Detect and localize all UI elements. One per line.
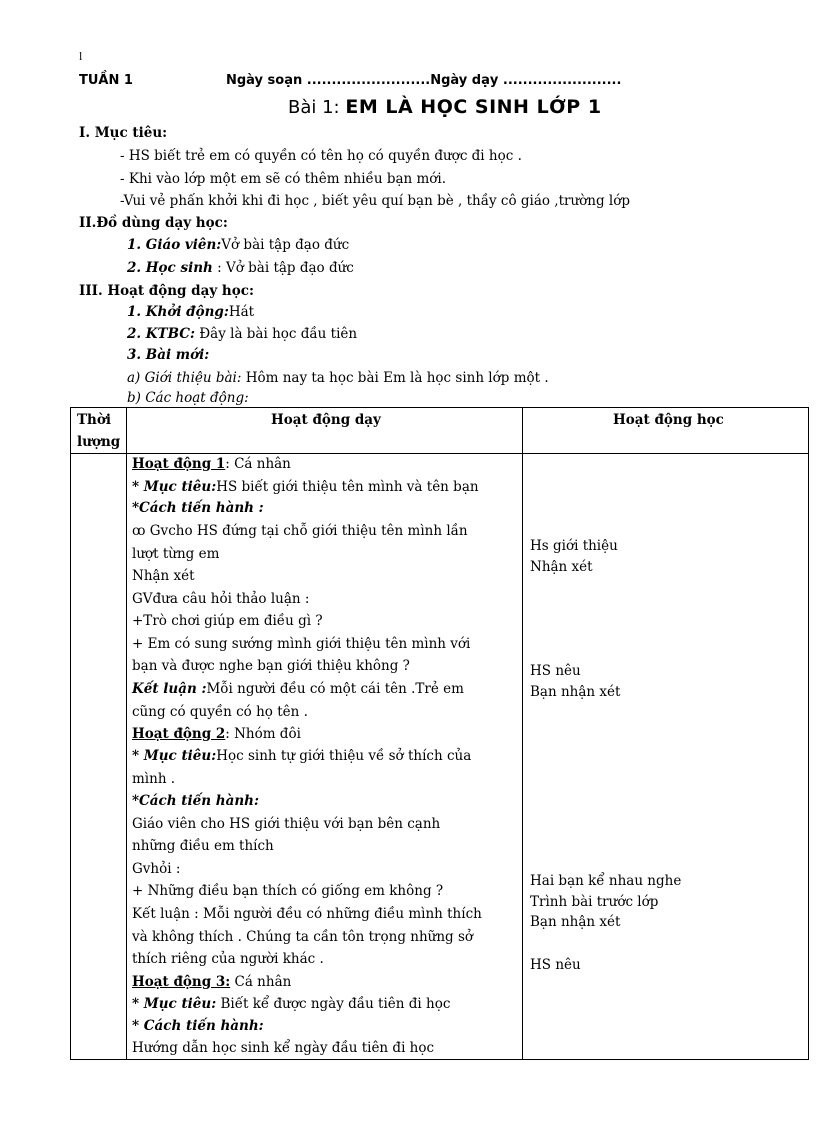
review-line: [127, 326, 357, 342]
teaching-line: lượt từng em: [132, 546, 220, 562]
table-bottom-border: [70, 1059, 809, 1060]
prep-date-line: Ngày soạn .........................Ngày dạy ........................: [226, 73, 622, 88]
lesson-title: [288, 96, 602, 118]
teacher-text: Vở bài tập đạo đức: [221, 237, 350, 253]
lesson-name: EM LÀ HỌC SINH LỚP 1: [345, 96, 602, 118]
activities-heading: III. Hoạt động dạy học:: [79, 283, 254, 299]
activity-3-procedure-label: * Cách tiến hành:: [132, 1018, 264, 1034]
learning-line: Bạn nhận xét: [530, 684, 621, 700]
learning-line: Hs giới thiệu: [530, 538, 618, 554]
warmup-line: [127, 304, 254, 320]
column-header-teaching: Hoạt động dạy: [271, 412, 381, 428]
teaching-line: Giáo viên cho HS giới thiệu với bạn bên cạnh: [132, 816, 441, 832]
activity-2-title: Hoạt động 2: Nhóm đôi: [132, 726, 301, 742]
week-label: TUẦN 1: [79, 73, 133, 88]
teaching-line: +Trò chơi giúp em điều gì ?: [132, 613, 323, 629]
student-materials: [127, 260, 354, 276]
activity-3-title: Hoạt động 3: Cá nhân: [132, 974, 292, 990]
warmup-label: 1. Khởi động:: [127, 304, 229, 320]
activity-3-objective: * Mục tiêu: Biết kể được ngày đầu tiên đi học: [132, 996, 451, 1012]
table-top-border: [70, 407, 809, 408]
table-col-divider: [522, 407, 523, 1060]
activity-2-objective: * Mục tiêu:Học sinh tự giới thiệu về sở thích của: [132, 748, 472, 764]
teaching-line: thích riêng của người khác .: [132, 951, 324, 967]
teaching-line: + Em có sung sướng mình giới thiệu tên mình với: [132, 636, 471, 652]
table-left-border: [70, 407, 71, 1060]
teaching-line: Gvhỏi :: [132, 861, 181, 877]
lesson-number: Bài 1:: [288, 97, 340, 118]
activity-1-conclusion: Kết luận :Mỗi người đều có một cái tên .Trẻ em: [132, 681, 464, 697]
learning-line: HS nêu: [530, 957, 581, 973]
activity-1-title: Hoạt động 1: Cá nhân: [132, 456, 291, 472]
learning-line: HS nêu: [530, 663, 581, 679]
teaching-line: bạn và được nghe bạn giới thiệu không ?: [132, 658, 410, 674]
learning-line: Nhận xét: [530, 559, 593, 575]
warmup-text: Hát: [228, 304, 255, 320]
teaching-line: + Những điều bạn thích có giống em không ?: [132, 883, 444, 899]
teaching-line: cũng có quyền có họ tên .: [132, 704, 308, 720]
materials-heading: II.Đồ dùng dạy học:: [79, 215, 228, 231]
column-header-learning: Hoạt động học: [613, 412, 724, 428]
table-header-border: [70, 453, 809, 454]
learning-line: Trình bài trước lớp: [530, 894, 659, 910]
student-text: : Vở bài tập đạo đức: [217, 260, 354, 276]
review-label: 2. KTBC:: [127, 326, 195, 342]
table-col-divider: [126, 407, 127, 1060]
learning-line: Bạn nhận xét: [530, 914, 621, 930]
teaching-line: ꝏ Gvcho HS đứng tại chỗ giới thiệu tên mình lần: [132, 523, 468, 539]
objective-item: - HS biết trẻ em có quyền có tên họ có quyền được đi học .: [120, 148, 522, 164]
activity-1-objective: * Mục tiêu:HS biết giới thiệu tên mình và tên bạn: [132, 479, 479, 495]
intro-text: Hôm nay ta học bài Em là học sinh lớp một .: [241, 370, 549, 386]
teaching-line: Kết luận : Mỗi người đều có những điều mình thích: [132, 906, 482, 922]
new-lesson-label: 3. Bài mới:: [127, 347, 210, 363]
learning-line: Hai bạn kể nhau nghe: [530, 873, 682, 889]
activity-2-procedure-label: *Cách tiến hành:: [132, 793, 259, 809]
objective-item: - Khi vào lớp một em sẽ có thêm nhiều bạn mới.: [120, 171, 447, 187]
column-header-time-line1: Thời: [77, 412, 111, 428]
teaching-line: những điều em thích: [132, 838, 274, 854]
teaching-line: và không thích . Chúng ta cần tôn trọng những sở: [132, 929, 474, 945]
intro-label: a) Giới thiệu bài:: [127, 370, 242, 386]
teaching-line: mình .: [132, 771, 176, 787]
teaching-line: Nhận xét: [132, 568, 195, 584]
column-header-time-line2: lượng: [77, 434, 121, 450]
sub-activities-label: b) Các hoạt động:: [127, 390, 249, 406]
activity-1-procedure-label: *Cách tiến hành :: [132, 500, 264, 516]
objectives-heading: I. Mục tiêu:: [79, 125, 168, 141]
page-mark: l: [79, 49, 83, 63]
objective-item: -Vui vẻ phấn khởi khi đi học , biết yêu quí bạn bè , thầy cô giáo ,trường lớp: [120, 193, 631, 209]
review-text: Đây là bài học đầu tiên: [194, 326, 358, 342]
student-label: 2. Học sinh: [127, 260, 213, 276]
teaching-line: GVđưa câu hỏi thảo luận :: [132, 591, 310, 607]
intro-line: [127, 370, 549, 386]
table-right-border: [808, 407, 809, 1060]
teacher-label: 1. Giáo viên:: [127, 237, 222, 253]
teaching-line: Hướng dẫn học sinh kể ngày đầu tiên đi học: [132, 1040, 435, 1056]
teacher-materials: [127, 237, 349, 253]
